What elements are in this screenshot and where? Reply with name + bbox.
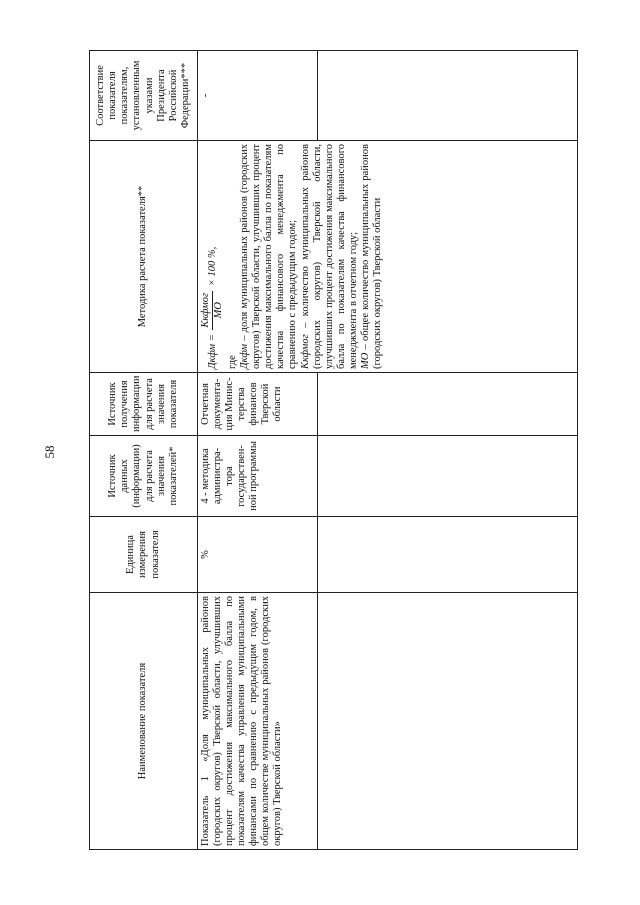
empty-cell	[318, 373, 578, 436]
formula-denominator: МО	[213, 302, 225, 319]
formula-right: × 100 %,	[206, 246, 218, 287]
header-match: Соответствие показателя показателям, установленным указами Президента Российской Федерации***	[90, 51, 198, 141]
method-k-definition	[300, 144, 360, 369]
header-method: Методика расчета показателя**	[90, 141, 198, 373]
m-description: – общее количество муниципальных районов (городских округов) Тверской области	[359, 144, 383, 369]
formula-fraction	[200, 291, 225, 330]
page-number: 58	[42, 445, 57, 459]
formula-left: Дкфм =	[206, 334, 218, 369]
method-m-definition	[360, 144, 384, 369]
empty-cell	[318, 593, 578, 850]
header-info-source: Источник получения информации для расчета значения показателя	[90, 373, 198, 436]
empty-cell	[318, 436, 578, 517]
method-formula	[200, 144, 225, 369]
d-description: – доля муниципальных районов (городских округов) Тверской области, улучшивших процент достижения максимального балла по показателям качества финансового менеджмента по сравнению с предыдущим годом;	[239, 144, 299, 369]
indicator-table	[89, 50, 578, 850]
rotated-table-frame	[89, 50, 577, 850]
table-row	[198, 51, 318, 850]
cell-name: Показатель 1 «Доля муниципальных районов (городских округов) Тверской области, улучшивших процент достижения максимального балла по показателям качества управления муниципальными финансами по сравнению с предыдущим годом, в общем количестве муниципальных районов (городских округов) Тверской области»	[198, 593, 318, 850]
k-term: Ккфмог	[299, 334, 311, 369]
d-term: Дкфм	[239, 343, 251, 369]
cell-match: -	[198, 51, 318, 141]
m-term: МО	[359, 352, 371, 369]
k-description: – количество муниципальных районов (городских округов) Тверской области, улучшивших процент достижения максимального балла по показателям качества финансового менеджмента в отчетном году;	[299, 143, 359, 369]
table-header-row	[90, 51, 198, 850]
cell-unit: %	[198, 517, 318, 593]
cell-info-source: Отчетная документа-ция Минис-терства финансов Тверской области	[198, 373, 318, 436]
method-d-definition	[239, 144, 299, 369]
header-source: Источник данных (информации) для расчета значения показателей*	[90, 436, 198, 517]
empty-cell	[318, 517, 578, 593]
formula-numerator: Ккфмог	[200, 291, 213, 330]
header-unit: Единица измерения показателя	[90, 517, 198, 593]
formula-where: где	[227, 355, 239, 369]
cell-source: 4 - методика администра-тора государствен-ной программы	[198, 436, 318, 517]
cell-method	[198, 141, 578, 373]
header-name: Наименование показателя	[90, 593, 198, 850]
empty-cell	[318, 51, 578, 141]
